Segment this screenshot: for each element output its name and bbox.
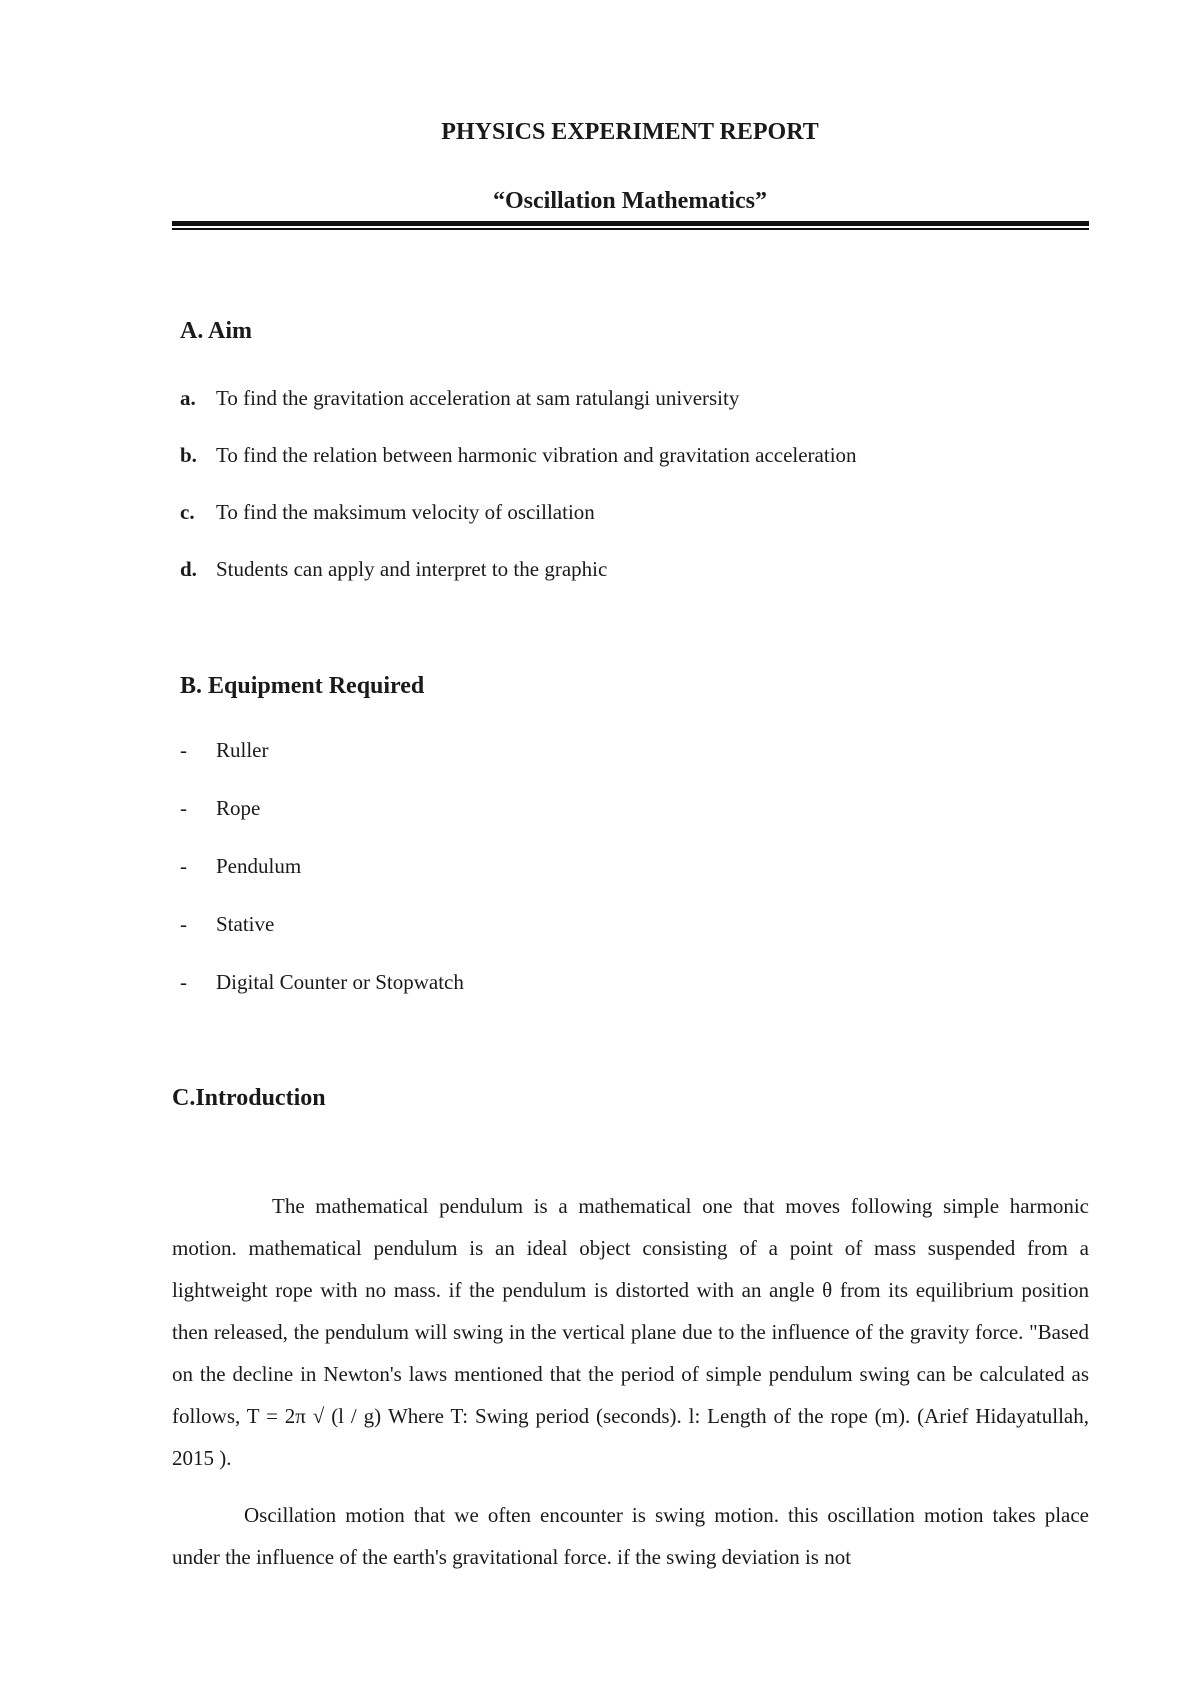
introduction-paragraph-1: The mathematical pendulum is a mathematical one that moves following simple harmonic motion. mathematical pendulum is an ideal object consisting of a point of mass suspended from a lightweight rope with no mass. if the pendulum is distorted with an angle θ from its equilibrium position then released, the pendulum will swing in the vertical plane due to the influence of the gravity force. "Based on the decline in Newton's laws mentioned that the period of simple pendulum swing can be calculated as follows, T = 2π √ (l / g) Where T: Swing period (seconds). l: Length of the rope (m). (Arief Hidayatullah, 2015 ).	[172, 1194, 1089, 1470]
aim-item	[180, 557, 607, 582]
title-divider	[172, 221, 1089, 230]
equipment-item-marker: -	[180, 854, 187, 878]
aim-item-text: To find the relation between harmonic vibration and gravitation acceleration	[216, 443, 857, 467]
equipment-item-text: Ruller	[216, 738, 269, 762]
equipment-item	[180, 912, 274, 937]
aim-item-text: Students can apply and interpret to the graphic	[216, 557, 608, 581]
aim-heading: A. Aim	[180, 318, 252, 344]
aim-item-text: To find the maksimum velocity of oscillation	[216, 500, 595, 524]
equipment-item-text: Stative	[216, 912, 275, 936]
introduction-paragraph-2: Oscillation motion that we often encounter is swing motion. this oscillation motion takes place under the influence of the earth's gravitational force. if the swing deviation is not	[172, 1503, 1089, 1569]
aim-item-marker: c.	[180, 500, 195, 524]
equipment-item-marker: -	[180, 738, 187, 762]
equipment-item-text: Pendulum	[216, 854, 302, 878]
equipment-item	[180, 854, 301, 879]
equipment-item-marker: -	[180, 970, 187, 994]
introduction-heading: C.Introduction	[172, 1085, 326, 1111]
aim-item-marker: d.	[180, 557, 197, 581]
aim-item-marker: b.	[180, 443, 197, 467]
aim-item-marker: a.	[180, 386, 196, 410]
aim-item-text: To find the gravitation acceleration at sam ratulangi university	[216, 386, 740, 410]
equipment-item-marker: -	[180, 796, 187, 820]
aim-item	[180, 386, 739, 411]
equipment-item	[180, 796, 260, 821]
equipment-heading: B. Equipment Required	[180, 673, 425, 699]
equipment-item	[180, 970, 464, 995]
equipment-item-text: Digital Counter or Stopwatch	[216, 970, 464, 994]
title-divider-thin-line	[172, 228, 1089, 230]
aim-item	[180, 443, 857, 468]
equipment-item	[180, 738, 269, 763]
equipment-item-marker: -	[180, 912, 187, 936]
report-title: PHYSICS EXPERIMENT REPORT	[441, 119, 819, 145]
aim-item	[180, 500, 595, 525]
title-divider-thick-line	[172, 221, 1089, 226]
report-subtitle: “Oscillation Mathematics”	[493, 188, 767, 214]
equipment-item-text: Rope	[216, 796, 261, 820]
